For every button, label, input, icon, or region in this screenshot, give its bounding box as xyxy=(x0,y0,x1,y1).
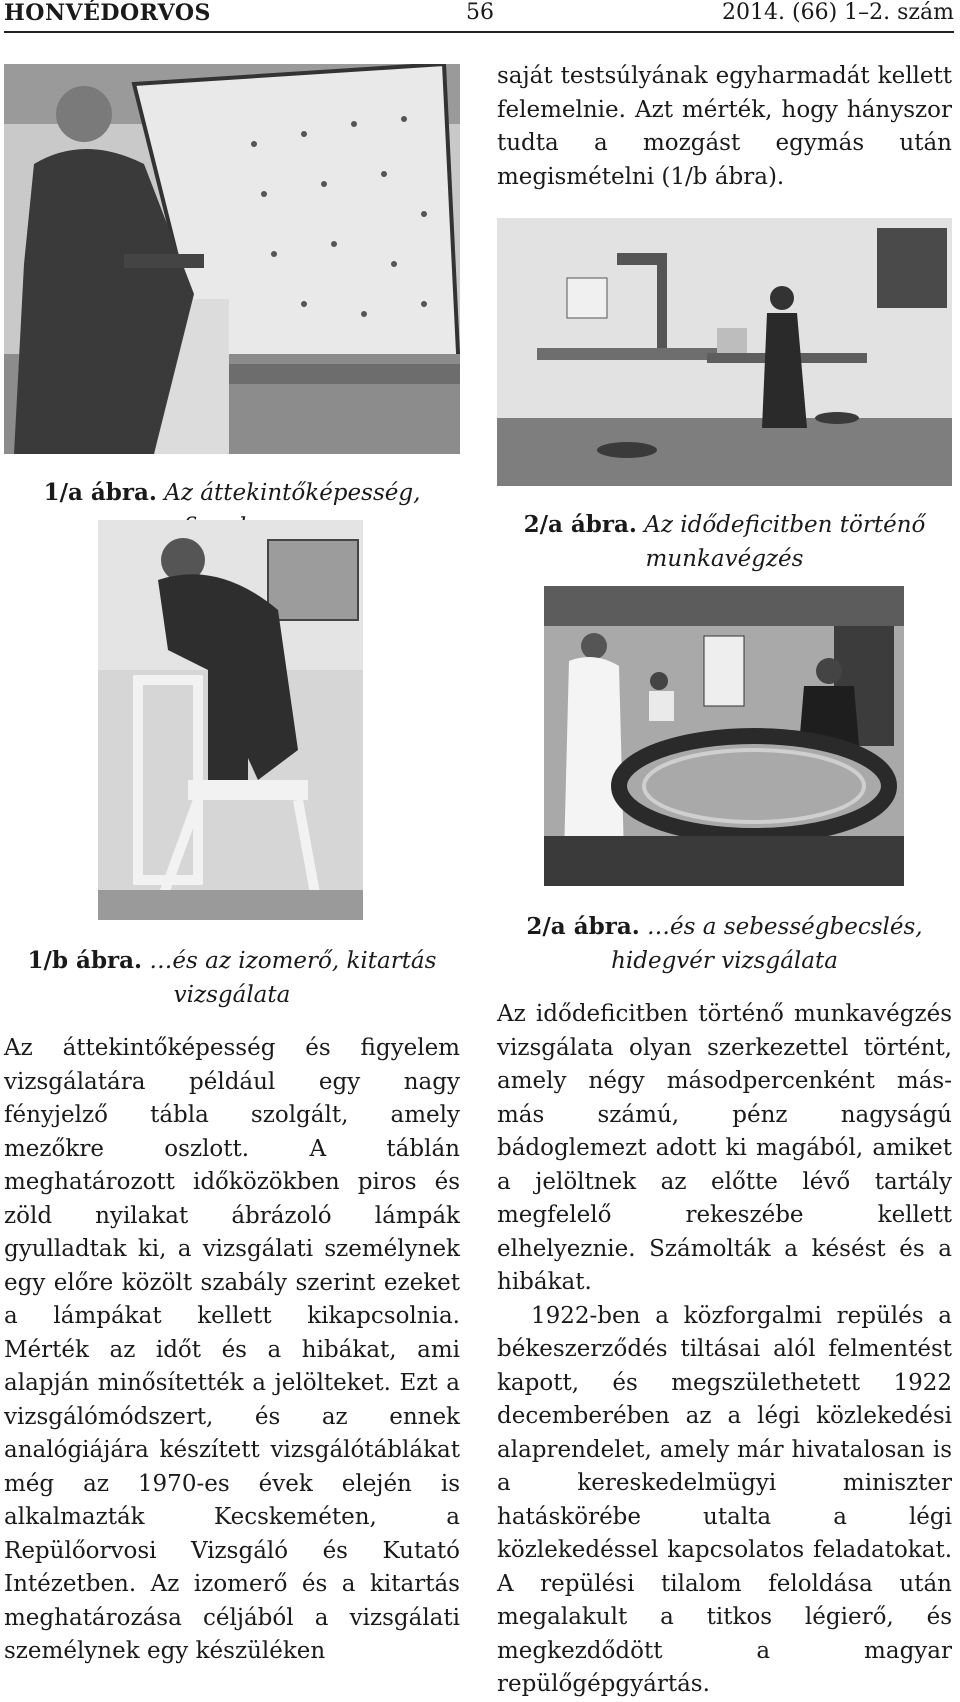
paragraph: Az áttekintőképesség és figyelem vizsgálatára például egy nagy fényjelző tábla szolgált, amely mezőkre oszlott. A táblán meghatározott időközökben piros és zöld nyilakat ábrázoló lámpák gyulladtak ki, a vizsgálati személynek egy előre közölt szabály szerint ezeket a lámpákat kellett kikapcsolnia. Mérték az időt és a hibákat, ami alapján minősítették a jelölteket. Ezt a vizsgálómódszert, és az ennek analógiájára készített vizsgálótáblákat még az 1970-es évek elején is alkalmazták Kecskeméten, a Repülőorvosi Vizsgáló és Kutató Intézetben. Az izomerő és a kitartás meghatározása céljából a vizsgálati személynek egy készüléken xyxy=(4,1035,460,1664)
caption-fig-2b xyxy=(497,910,952,978)
photo-time-deficit-room xyxy=(497,218,952,486)
caption-text: …és az izomerő, kitartás vizsgálata xyxy=(149,948,437,1008)
photo-speed-track xyxy=(544,586,904,886)
caption-fig-2a xyxy=(497,508,952,576)
page-number: 56 xyxy=(466,0,494,25)
caption-fig-1b xyxy=(4,944,460,1012)
photo-light-board xyxy=(4,64,460,454)
journal-title: HONVÉDORVOS xyxy=(4,0,211,26)
caption-text: Az idődeficitben történő munkavégzés xyxy=(644,512,926,572)
issue-info: 2014. (66) 1–2. szám xyxy=(722,0,954,25)
left-column-text xyxy=(4,1032,460,1669)
caption-text: …és a sebességbecslés, hidegvér vizsgálata xyxy=(611,914,923,974)
caption-text: Az áttekintőképesség, xyxy=(164,480,421,506)
right-top-text xyxy=(497,60,952,194)
caption-number: 2/a ábra. xyxy=(523,511,637,538)
header-rule xyxy=(4,31,954,33)
caption-number: 1/b ábra. xyxy=(27,947,143,974)
caption-number: 2/a ábra. xyxy=(526,913,640,940)
paragraph: 1922-ben a közforgalmi repülés a békeszerződés tiltásai alól felmentést kapott, és megszülethetett 1922 decemberében az a légi közlekedési alaprendelet, amely már hivatalosan is a kereskedelmügyi miniszter hatáskörébe utalta a légi közlekedéssel kapcsolatos feladatokat. A repülési tilalom feloldása után megalakult a titkos légierő, és megkezdődött a magyar repülőgépgyártás. xyxy=(497,1302,952,1697)
page-header xyxy=(4,0,954,30)
caption-number: 1/a ábra. xyxy=(43,479,157,506)
paragraph: saját testsúlyának egyharmadát kellett felemelnie. Azt mérték, hogy hányszor tudta a mozgást egymás után megismételni (1/b ábra). xyxy=(497,63,952,190)
paragraph: Az idődeficitben történő munkavégzés vizsgálata olyan szerkezettel történt, amely négy másodpercenként más-más számú, pénz nagyságú bádoglemezt adott ki magából, amiket a jelöltnek az előtte lévő tartály megfelelő rekeszébe kellett elhelyeznie. Számolták a késést és a hibákat. xyxy=(497,1001,952,1295)
right-column-text xyxy=(497,998,952,1702)
photo-strength-apparatus xyxy=(98,520,363,920)
